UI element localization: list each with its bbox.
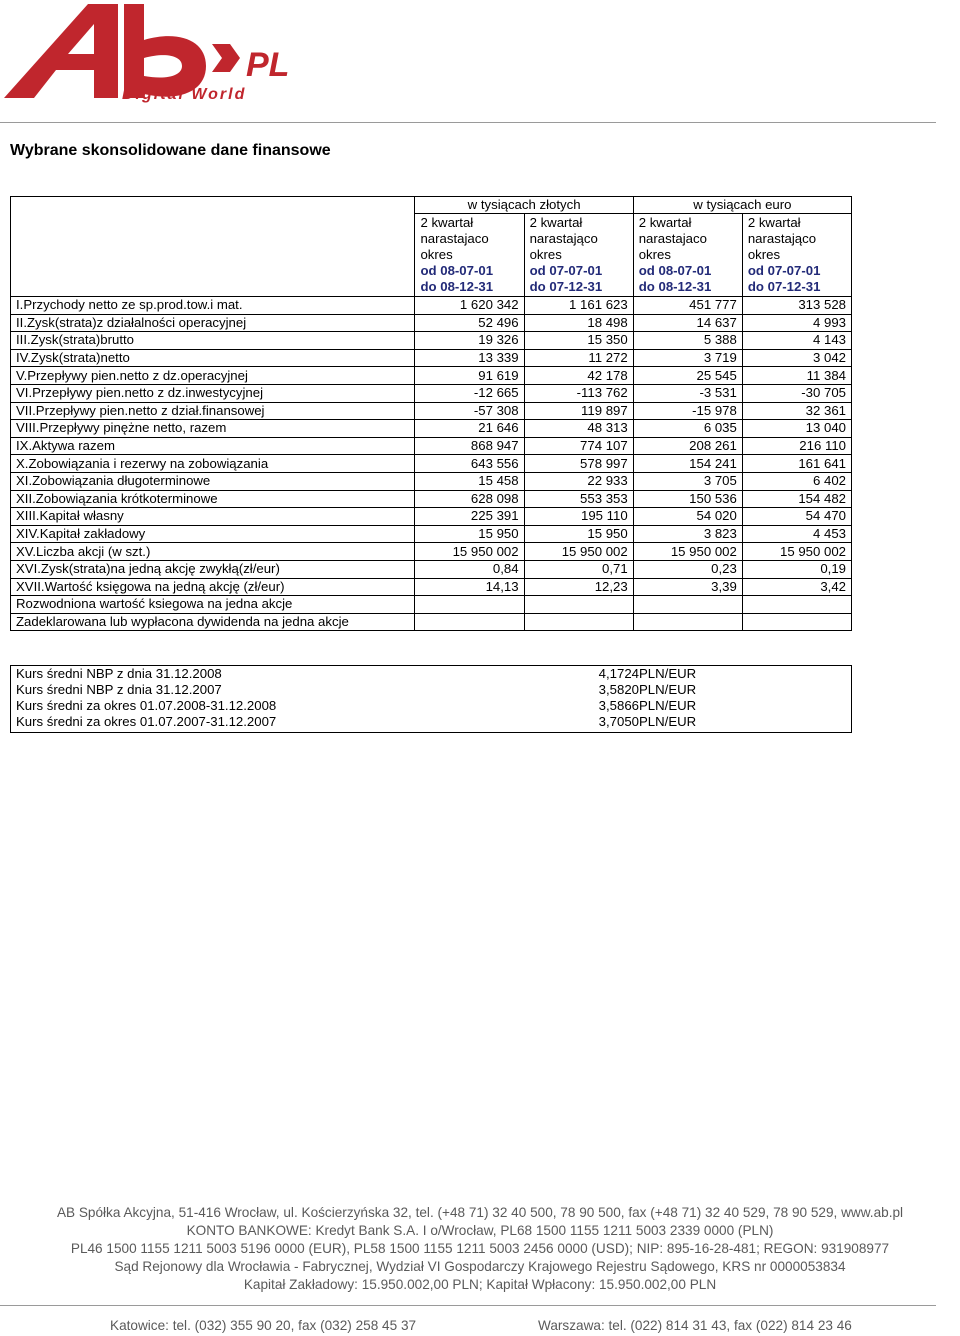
column-header-text: narastajaco — [420, 231, 489, 246]
row-value: 18 498 — [524, 314, 633, 332]
row-value: 6 402 — [742, 472, 851, 490]
exchange-rates-box — [10, 665, 852, 733]
row-value: 42 178 — [524, 367, 633, 385]
period-from: od 08-07-01 — [638, 263, 712, 278]
table-row — [11, 420, 852, 438]
row-value: 4 143 — [742, 332, 851, 350]
row-value: 12,23 — [524, 578, 633, 596]
row-value: 154 482 — [742, 490, 851, 508]
period-from: od 08-07-01 — [420, 263, 494, 278]
footer-line: PL46 1500 1155 1211 5003 5196 0000 (EUR), PL58 1500 1155 1211 5003 2456 0000 (USD); NIP: 895-16-28-481; REGON: 931908977 — [70, 1241, 890, 1256]
row-label: Zadeklarowana lub wypłacona dywidenda na jedna akcje — [11, 613, 415, 631]
table-row — [11, 402, 852, 420]
rate-row — [11, 698, 851, 714]
row-value: 3 823 — [633, 525, 742, 543]
table-row — [11, 437, 852, 455]
row-value — [742, 596, 851, 614]
period-to: do 08-12-31 — [420, 279, 494, 294]
row-label: XV.Liczba akcji (w szt.) — [11, 543, 415, 561]
row-label: VIII.Przepływy pinężne netto, razem — [11, 420, 415, 438]
column-header-text: narastajaco — [638, 231, 707, 246]
column-header-text: 2 kwartał — [529, 215, 583, 230]
row-value: 19 326 — [415, 332, 524, 350]
row-value: 11 384 — [742, 367, 851, 385]
row-value: 15 458 — [415, 472, 524, 490]
rate-value: 3,5820 — [598, 682, 639, 697]
rate-label: Kurs średni NBP z dnia 31.12.2007 — [16, 682, 222, 697]
row-value: 15 950 002 — [742, 543, 851, 561]
row-value: 0,23 — [633, 560, 742, 578]
row-value: 22 933 — [524, 472, 633, 490]
rate-row — [11, 682, 851, 698]
row-label: XVII.Wartość księgowa na jedną akcję (zł/eur) — [11, 578, 415, 596]
column-header — [742, 214, 851, 297]
table-row — [11, 543, 852, 561]
row-value: -12 665 — [415, 384, 524, 402]
row-value: 15 950 — [524, 525, 633, 543]
column-header-text: 2 kwartał — [747, 215, 801, 230]
row-value: 1 161 623 — [524, 297, 633, 315]
row-value: 14,13 — [415, 578, 524, 596]
rate-label: Kurs średni za okres 01.07.2007-31.12.2007 — [16, 714, 277, 729]
row-label: V.Przepływy pien.netto z dz.operacyjnej — [11, 367, 415, 385]
page-title: Wybrane skonsolidowane dane finansowe — [10, 142, 331, 159]
rate-row — [11, 666, 851, 682]
row-label: IX.Aktywa razem — [11, 437, 415, 455]
footer-line: Kapitał Zakładowy: 15.950.002,00 PLN; Kapitał Wpłacony: 15.950.002,00 PLN — [243, 1277, 717, 1292]
row-value: 4 453 — [742, 525, 851, 543]
footer-line: Sąd Rejonowy dla Wrocławia - Fabrycznej, Wydział VI Gospodarczy Krajowego Rejestru Sądowego, KRS nr 0000053834 — [114, 1259, 846, 1274]
rate-unit: PLN/EUR — [639, 666, 697, 681]
table-row — [11, 367, 852, 385]
table-row — [11, 384, 852, 402]
column-header-text: narastająco — [529, 231, 598, 246]
row-value: 3,42 — [742, 578, 851, 596]
row-value: 13 339 — [415, 349, 524, 367]
table-row — [11, 578, 852, 596]
row-value: 15 350 — [524, 332, 633, 350]
row-value — [524, 596, 633, 614]
rate-unit: PLN/EUR — [639, 698, 697, 713]
table-row — [11, 613, 852, 631]
row-value: 868 947 — [415, 437, 524, 455]
ab-logo — [0, 0, 300, 108]
period-to: do 08-12-31 — [638, 279, 712, 294]
row-value: -57 308 — [415, 402, 524, 420]
column-header — [524, 214, 633, 297]
ab-logo-graphic — [0, 0, 300, 108]
logo-tagline: Digital World — [122, 86, 247, 103]
table-row — [11, 314, 852, 332]
table-corner — [11, 197, 415, 297]
row-value: -3 531 — [633, 384, 742, 402]
row-value: 52 496 — [415, 314, 524, 332]
row-label: X.Zobowiązania i rezerwy na zobowiązania — [11, 455, 415, 473]
column-header-text: okres — [420, 247, 453, 262]
table-body — [11, 297, 852, 631]
row-value: 4 993 — [742, 314, 851, 332]
row-label: III.Zysk(strata)brutto — [11, 332, 415, 350]
row-value: 14 637 — [633, 314, 742, 332]
rate-label: Kurs średni NBP z dnia 31.12.2008 — [16, 666, 222, 681]
row-value: 3 042 — [742, 349, 851, 367]
period-to: do 07-12-31 — [529, 279, 603, 294]
row-value: 195 110 — [524, 508, 633, 526]
table-row — [11, 455, 852, 473]
column-header-text: okres — [638, 247, 671, 262]
row-value: 578 997 — [524, 455, 633, 473]
footer-line: KONTO BANKOWE: Kredyt Bank S.A. I o/Wrocław, PL68 1500 1155 1211 5003 2339 0000 (PLN) — [186, 1223, 774, 1238]
column-header — [415, 214, 524, 297]
period-to: do 07-12-31 — [747, 279, 821, 294]
row-value: 3,39 — [633, 578, 742, 596]
row-value: 54 020 — [633, 508, 742, 526]
warszawa-contact: Warszawa: tel. (022) 814 31 43, fax (022) 814 23 46 — [538, 1318, 852, 1333]
table-row — [11, 525, 852, 543]
table-row — [11, 332, 852, 350]
row-label: XIII.Kapitał własny — [11, 508, 415, 526]
row-value: 15 950 002 — [415, 543, 524, 561]
row-value: 208 261 — [633, 437, 742, 455]
financial-table — [10, 196, 852, 631]
column-header-text: 2 kwartał — [638, 215, 692, 230]
row-value: 32 361 — [742, 402, 851, 420]
row-label: I.Przychody netto ze sp.prod.tow.i mat. — [11, 297, 415, 315]
footer-divider — [0, 1305, 936, 1306]
row-label: XI.Zobowiązania długoterminowe — [11, 472, 415, 490]
row-value: 119 897 — [524, 402, 633, 420]
row-value: 313 528 — [742, 297, 851, 315]
period-from: od 07-07-01 — [747, 263, 821, 278]
table-row — [11, 560, 852, 578]
period-from: od 07-07-01 — [529, 263, 603, 278]
row-value — [415, 596, 524, 614]
row-value: 0,71 — [524, 560, 633, 578]
row-value: -30 705 — [742, 384, 851, 402]
column-header-text: okres — [529, 247, 562, 262]
row-value: 161 641 — [742, 455, 851, 473]
row-value — [415, 613, 524, 631]
row-label: XII.Zobowiązania krótkoterminowe — [11, 490, 415, 508]
row-value: 11 272 — [524, 349, 633, 367]
row-label: XIV.Kapitał zakładowy — [11, 525, 415, 543]
row-value: -113 762 — [524, 384, 633, 402]
row-value: 6 035 — [633, 420, 742, 438]
row-value: 643 556 — [415, 455, 524, 473]
table-row — [11, 349, 852, 367]
column-header-text: okres — [747, 247, 781, 262]
row-value: 0,84 — [415, 560, 524, 578]
table-row — [11, 508, 852, 526]
row-value — [633, 613, 742, 631]
table-row — [11, 490, 852, 508]
row-value: 54 470 — [742, 508, 851, 526]
row-value: 0,19 — [742, 560, 851, 578]
table-row — [11, 596, 852, 614]
row-label: IV.Zysk(strata)netto — [11, 349, 415, 367]
column-header-text: narastająco — [747, 231, 817, 246]
row-value: 628 098 — [415, 490, 524, 508]
row-value: 15 950 002 — [633, 543, 742, 561]
row-value: 451 777 — [633, 297, 742, 315]
row-value — [742, 613, 851, 631]
row-value: 1 620 342 — [415, 297, 524, 315]
group-header-eur: w tysiącach euro — [633, 197, 851, 214]
row-label: VII.Przepływy pien.netto z dział.finansowej — [11, 402, 415, 420]
row-label: II.Zysk(strata)z działalności operacyjnej — [11, 314, 415, 332]
row-value: 15 950 002 — [524, 543, 633, 561]
row-value: 216 110 — [742, 437, 851, 455]
row-value: 48 313 — [524, 420, 633, 438]
row-value: 154 241 — [633, 455, 742, 473]
row-value: 150 536 — [633, 490, 742, 508]
row-label: XVI.Zysk(strata)na jedną akcję zwykłą(zł/eur) — [11, 560, 415, 578]
column-header-text: 2 kwartał — [420, 215, 474, 230]
row-value: -15 978 — [633, 402, 742, 420]
column-header — [633, 214, 742, 297]
row-value: 3 705 — [633, 472, 742, 490]
row-value: 21 646 — [415, 420, 524, 438]
row-value: 225 391 — [415, 508, 524, 526]
row-value: 5 388 — [633, 332, 742, 350]
row-label: Rozwodniona wartość ksiegowa na jedna akcje — [11, 596, 415, 614]
rate-value: 4,1724 — [598, 666, 639, 681]
row-value: 13 040 — [742, 420, 851, 438]
row-value — [633, 596, 742, 614]
logo-suffix: PL — [246, 46, 290, 84]
group-header-pln: w tysiącach złotych — [415, 197, 633, 214]
row-value: 774 107 — [524, 437, 633, 455]
rate-row — [11, 714, 851, 730]
row-value: 3 719 — [633, 349, 742, 367]
katowice-contact: Katowice: tel. (032) 355 90 20, fax (032) 258 45 37 — [110, 1318, 417, 1333]
table-row — [11, 297, 852, 315]
company-footer — [0, 1204, 960, 1294]
rate-unit: PLN/EUR — [639, 682, 697, 697]
row-value — [524, 613, 633, 631]
row-label: VI.Przepływy pien.netto z dz.inwestycyjnej — [11, 384, 415, 402]
footer-line: AB Spółka Akcyjna, 51-416 Wrocław, ul. Kościerzyńska 32, tel. (+48 71) 32 40 500, 78 90 500, fax (+48 71) 32 40 529, 78 90 529, www.ab.pl — [56, 1205, 904, 1220]
row-value: 15 950 — [415, 525, 524, 543]
rate-value: 3,5866 — [598, 698, 639, 713]
rate-unit: PLN/EUR — [639, 714, 697, 729]
rate-value: 3,7050 — [598, 714, 639, 729]
header-divider — [0, 122, 936, 123]
row-value: 91 619 — [415, 367, 524, 385]
rate-label: Kurs średni za okres 01.07.2008-31.12.2008 — [16, 698, 277, 713]
row-value: 25 545 — [633, 367, 742, 385]
row-value: 553 353 — [524, 490, 633, 508]
table-row — [11, 472, 852, 490]
